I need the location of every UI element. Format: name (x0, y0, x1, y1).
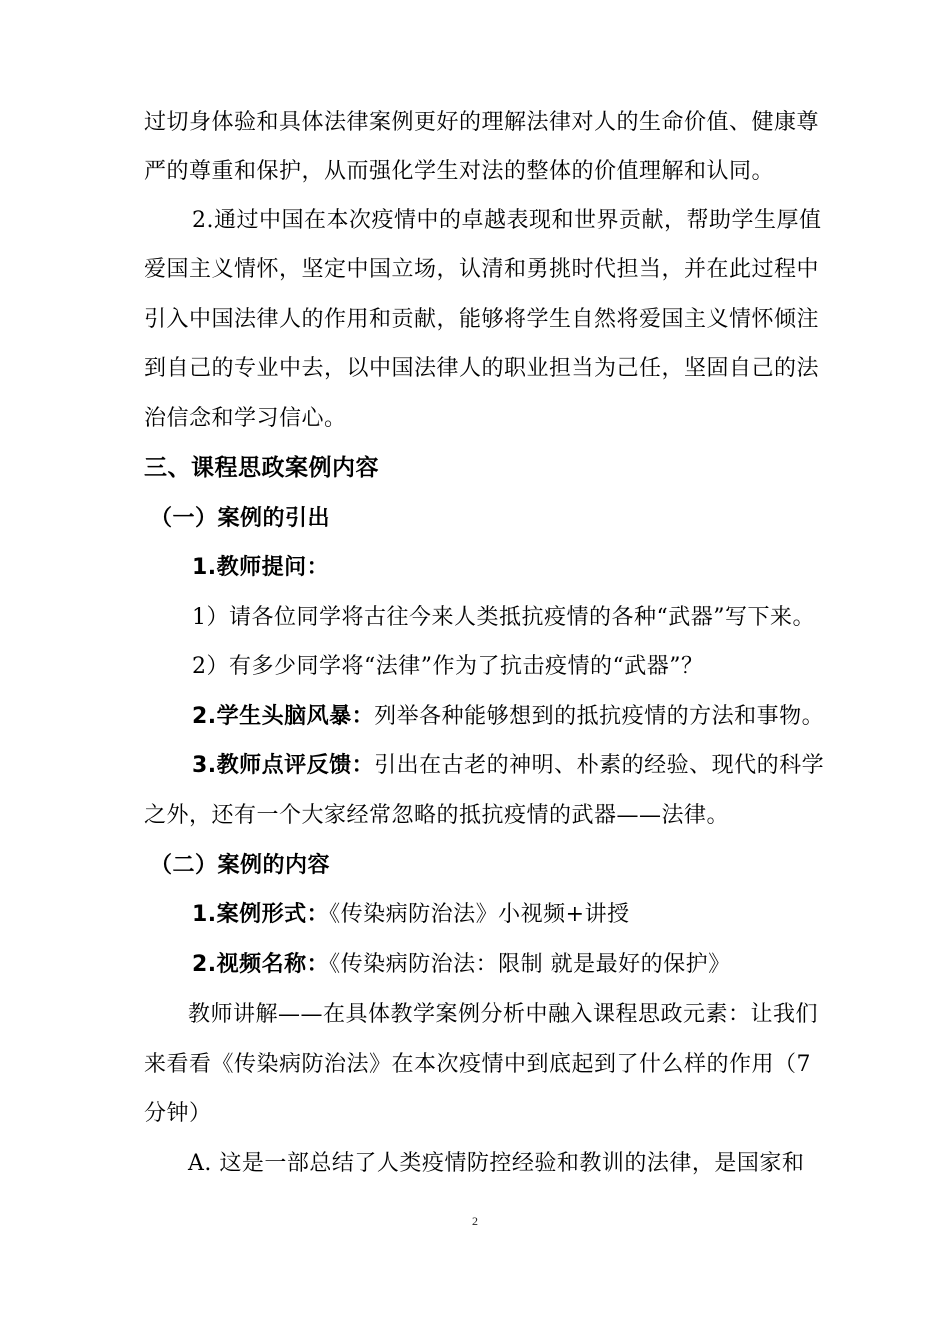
item-text: 列举各种能够想到的抵抗疫情的方法和事物。 (374, 704, 825, 729)
item-heading: 3.教师点评反馈： (192, 753, 375, 778)
item-heading: 2.学生头脑风暴： (192, 704, 375, 729)
paragraph-line (192, 751, 824, 781)
paragraph-line: 治信念和学习信心。 (144, 406, 347, 431)
item-heading: 1.案例形式： (192, 902, 330, 927)
paragraph-line: A. 这是一部总结了人类疫情防控经验和教训的法律，是国家和 (188, 1151, 805, 1176)
paragraph-line: 到自己的专业中去，以中国法律人的职业担当为己任，坚固自己的法 (144, 356, 820, 381)
paragraph-line: 过切身体验和具体法律案例更好的理解法律对人的生命价值、健康尊 (144, 110, 820, 135)
paragraph-line: 2.通过中国在本次疫情中的卓越表现和世界贡献，帮助学生厚值 (192, 208, 822, 233)
item-heading: 2.视频名称： (192, 952, 330, 977)
item-text: 《传染病防治法：限制 就是最好的保护》 (329, 952, 731, 977)
paragraph-line (192, 702, 824, 732)
paragraph-line: 引入中国法律人的作用和贡献，能够将学生自然将爱国主义情怀倾注 (144, 307, 820, 332)
paragraph-line: 2）有多少同学将“法律”作为了抗击疫情的“武器”？ (192, 654, 704, 679)
item-heading: 1.教师提问： (192, 555, 330, 580)
item-text: 引出在古老的神明、朴素的经验、现代的科学 (374, 753, 825, 778)
paragraph-line: 之外，还有一个大家经常忽略的抵抗疫情的武器——法律。 (144, 803, 730, 828)
paragraph-line: 教师讲解——在具体教学案例分析中融入课程思政元素：让我们 (188, 1002, 819, 1027)
paragraph-line: 来看看《传染病防治法》在本次疫情中到底起到了什么样的作用（7 (144, 1052, 811, 1077)
paragraph-line (192, 950, 731, 980)
subsection-heading: （二）案例的内容 (150, 853, 331, 878)
paragraph-line: 严的尊重和保护，从而强化学生对法的整体的价值理解和认同。 (144, 159, 775, 184)
section-heading: 三、课程思政案例内容 (144, 455, 379, 481)
subsection-heading: （一）案例的引出 (150, 506, 331, 531)
paragraph-line: 1）请各位同学将古往今来人类抵抗疫情的各种“武器”写下来。 (192, 605, 815, 630)
paragraph-line: 爱国主义情怀，坚定中国立场，认清和勇挑时代担当，并在此过程中 (144, 257, 820, 282)
paragraph-line: 分钟） (144, 1101, 212, 1126)
paragraph-line (192, 900, 630, 930)
item-text: 《传染病防治法》小视频+讲授 (329, 902, 630, 927)
page-number: 2 (472, 1214, 478, 1228)
